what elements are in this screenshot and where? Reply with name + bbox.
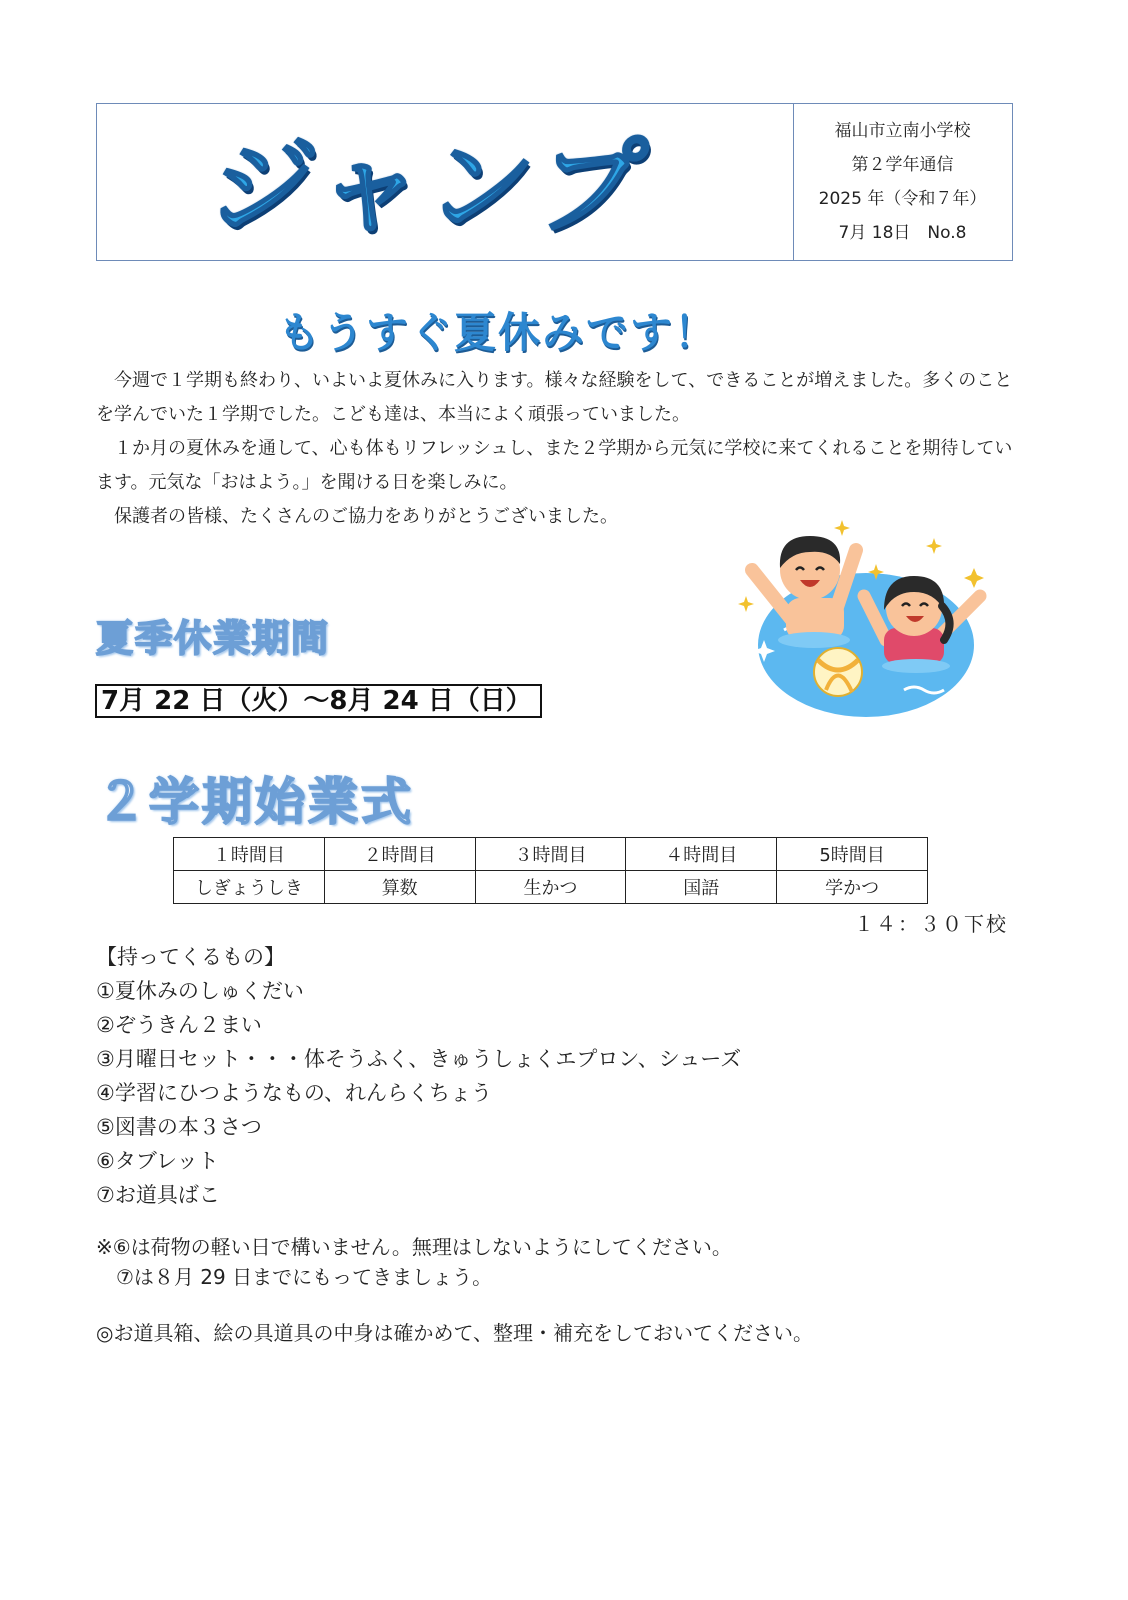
- issue-info-box: [795, 104, 1010, 260]
- subject-cell: 算数: [324, 871, 475, 904]
- header-divider: [793, 104, 794, 260]
- intro-paragraph-3: 保護者の皆様、たくさんのご協力をありがとうございました。: [114, 506, 618, 527]
- subject-cell: 学かつ: [777, 871, 928, 904]
- list-item: ④学習にひつようなもの、れんらくちょう: [96, 1081, 492, 1105]
- schedule-subject-row: [174, 871, 928, 904]
- intro-text: [96, 364, 1016, 534]
- school-name: 福山市立南小学校: [834, 121, 971, 141]
- period-cell: ２時間目: [324, 838, 475, 871]
- items-to-bring: [96, 940, 741, 1212]
- list-item: ①夏休みのしゅくだい: [96, 979, 304, 1003]
- pool-surface: [882, 659, 950, 673]
- notes: [96, 1232, 732, 1292]
- main-title: もうすぐ夏休みです！: [278, 308, 719, 357]
- list-item: ②ぞうきん２まい: [96, 1013, 262, 1037]
- ceremony-schedule-table: [173, 837, 928, 904]
- list-item: ⑦お道具ばこ: [96, 1183, 220, 1207]
- subject-cell: 国語: [626, 871, 777, 904]
- note-line: ※⑥は荷物の軽い日で構いません。無理はしないようにしてください。: [96, 1235, 732, 1259]
- intro-paragraph-2: １か月の夏休みを通して、心も体もリフレッシュし、また２学期から元気に学校に来てくれることを期待しています。元気な「おはよう。」を聞ける日を楽しみに。: [96, 438, 1013, 493]
- masthead-title: ジャンプ: [202, 126, 658, 248]
- subject-cell: しぎょうしき: [174, 871, 325, 904]
- subject-cell: 生かつ: [475, 871, 626, 904]
- schedule-period-row: [174, 838, 928, 871]
- list-item: ⑤図書の本３さつ: [96, 1115, 262, 1139]
- list-item: ⑥タブレット: [96, 1149, 219, 1173]
- sparkle-icon: [964, 568, 984, 588]
- newsletter-name: 第２学年通信: [851, 155, 954, 175]
- period-cell: ４時間目: [626, 838, 777, 871]
- period-cell: １時間目: [174, 838, 325, 871]
- intro-paragraph-1: 今週で１学期も終わり、いよいよ夏休みに入ります。様々な経験をして、できることが増えました。多くのことを学んでいた１学期でした。こども達は、本当によく頑張っていました。: [96, 370, 1013, 425]
- issue-date-number: 7月 18日 No.8: [838, 223, 967, 243]
- sparkle-icon: [738, 596, 754, 612]
- sparkle-icon: [926, 538, 942, 554]
- note-line: ⑦は８月 29 日までにもってきましょう。: [96, 1265, 493, 1289]
- dismissal-time: １４：３０下校: [854, 912, 1008, 936]
- period-cell: ３時間目: [475, 838, 626, 871]
- list-item: ③月曜日セット・・・体そうふく、きゅうしょくエプロン、シューズ: [96, 1047, 742, 1071]
- masthead: [97, 104, 793, 260]
- closing-note: ◎お道具箱、絵の具道具の中身は確かめて、整理・補充をしておいてください。: [96, 1321, 814, 1345]
- period-cell: 5時間目: [777, 838, 928, 871]
- children-swimming-illustration: [734, 510, 1004, 725]
- ceremony-heading: ２学期始業式: [96, 773, 414, 831]
- items-heading: 【持ってくるもの】: [96, 945, 285, 969]
- pool-surface: [778, 632, 850, 648]
- newsletter-header: [96, 103, 1013, 261]
- summer-break-heading: 夏季休業期間: [96, 617, 330, 660]
- summer-break-period: 7月 22 日（火）～8月 24 日（日）: [95, 684, 542, 718]
- issue-year: 2025 年（令和７年）: [818, 189, 987, 209]
- sparkle-icon: [834, 520, 850, 536]
